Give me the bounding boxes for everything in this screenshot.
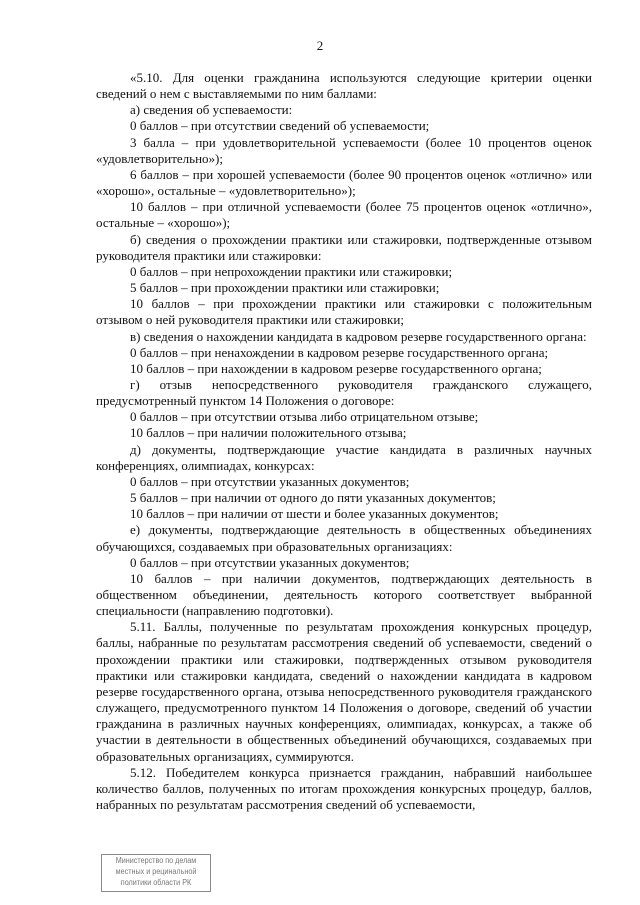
paragraph: 6 баллов – при хорошей успеваемости (более 90 процентов оценок «отлично» или «хорошо», остальные – «удовлетворительно»); (96, 166, 592, 199)
paragraph: 0 баллов – при отсутствии сведений об успеваемости; (130, 118, 430, 134)
paragraph: 0 баллов – при ненахождении в кадровом резерве государственного органа; (130, 344, 549, 360)
paragraph: 0 баллов – при отсутствии указанных документов; (130, 473, 410, 489)
paragraph: 10 баллов – при отличной успеваемости (более 75 процентов оценок «отлично», остальные – «хорошо»); (96, 199, 592, 231)
paragraph: 10 баллов – при прохождении практики или стажировки с положительным отзывом о ней руководителя практики или стажировки; (96, 296, 592, 328)
paragraph: а) сведения об успеваемости: (130, 102, 293, 118)
paragraph: 5 баллов – при прохождении практики или стажировки; (130, 280, 440, 296)
paragraph: 10 баллов – при наличии документов, подтверждающих деятельность в общественном объединении, деятельность которого соответствует выбранной специальности (направлению подготовки). (96, 570, 592, 619)
registration-stamp (101, 854, 211, 892)
document-body (96, 70, 592, 813)
paragraph: г) отзыв непосредственного руководителя гражданского служащего, предусмотренный пунктом 14 Положения о договоре: (96, 376, 592, 409)
paragraph: е) документы, подтверждающие деятельность в общественных объединениях обучающихся, создаваемых при образовательных организациях: (96, 522, 592, 554)
paragraph: 5.12. Победителем конкурса признается гражданин, набравший наибольшее количество баллов, полученных по итогам прохождения конкурсных процедур, баллов, набранных по результатам рассмотрения сведений об успеваемости, (96, 764, 592, 813)
paragraph: б) сведения о прохождении практики или стажировки, подтвержденные отзывом руководителя практики или стажировки: (96, 231, 592, 263)
paragraph: 10 баллов – при наличии положительного отзыва; (130, 425, 407, 441)
paragraph: 3 балла – при удовлетворительной успеваемости (более 10 процентов оценок «удовлетворительно»); (96, 134, 592, 166)
paragraph: «5.10. Для оценки гражданина используются следующие критерии оценки сведений о нем с выставляемыми по ним баллами: (96, 70, 592, 102)
stamp-line: Министерство по делам (115, 856, 197, 865)
paragraph: 0 баллов – при непрохождении практики или стажировки; (130, 263, 453, 279)
paragraph: 0 баллов – при отсутствии отзыва либо отрицательном отзыве; (130, 409, 479, 425)
paragraph: 10 баллов – при наличии от шести и более указанных документов; (130, 506, 499, 522)
paragraph: в) сведения о нахождении кандидата в кадровом резерве государственного органа: (130, 328, 587, 344)
paragraph: 5.11. Баллы, полученные по результатам прохождения конкурсных процедур, баллы, набранные по результатам рассмотрения сведений об успеваемости, сведений о прохождении практики или стажировки, подтвержденных отзывом руководителя практики или стажировки кандидата, сведений о нахождении кандидата в кадровом резерве государственного органа, отзыва непосредственного руководителя гражданского служащего, предусмотренного пунктом 14 Положения о договоре, сведений об участии гражданина в различных научных конференциях, олимпиадах, конкурсах, а также об участии в деятельности в общественных объединений обучающихся, создаваемых при образовательных организациях, суммируются. (96, 619, 592, 764)
page-number: 2 (316, 38, 324, 53)
paragraph: 5 баллов – при наличии от одного до пяти указанных документов; (130, 490, 496, 506)
paragraph: 0 баллов – при отсутствии указанных документов; (130, 554, 410, 570)
stamp-line: политики области РК (120, 878, 192, 887)
paragraph: д) документы, подтверждающие участие кандидата в различных научных конференциях, олимпиадах, конкурсах: (96, 441, 592, 473)
stamp-line: местных и рецинальной (115, 867, 197, 876)
paragraph: 10 баллов – при нахождении в кадровом резерве государственного органа; (130, 360, 542, 376)
